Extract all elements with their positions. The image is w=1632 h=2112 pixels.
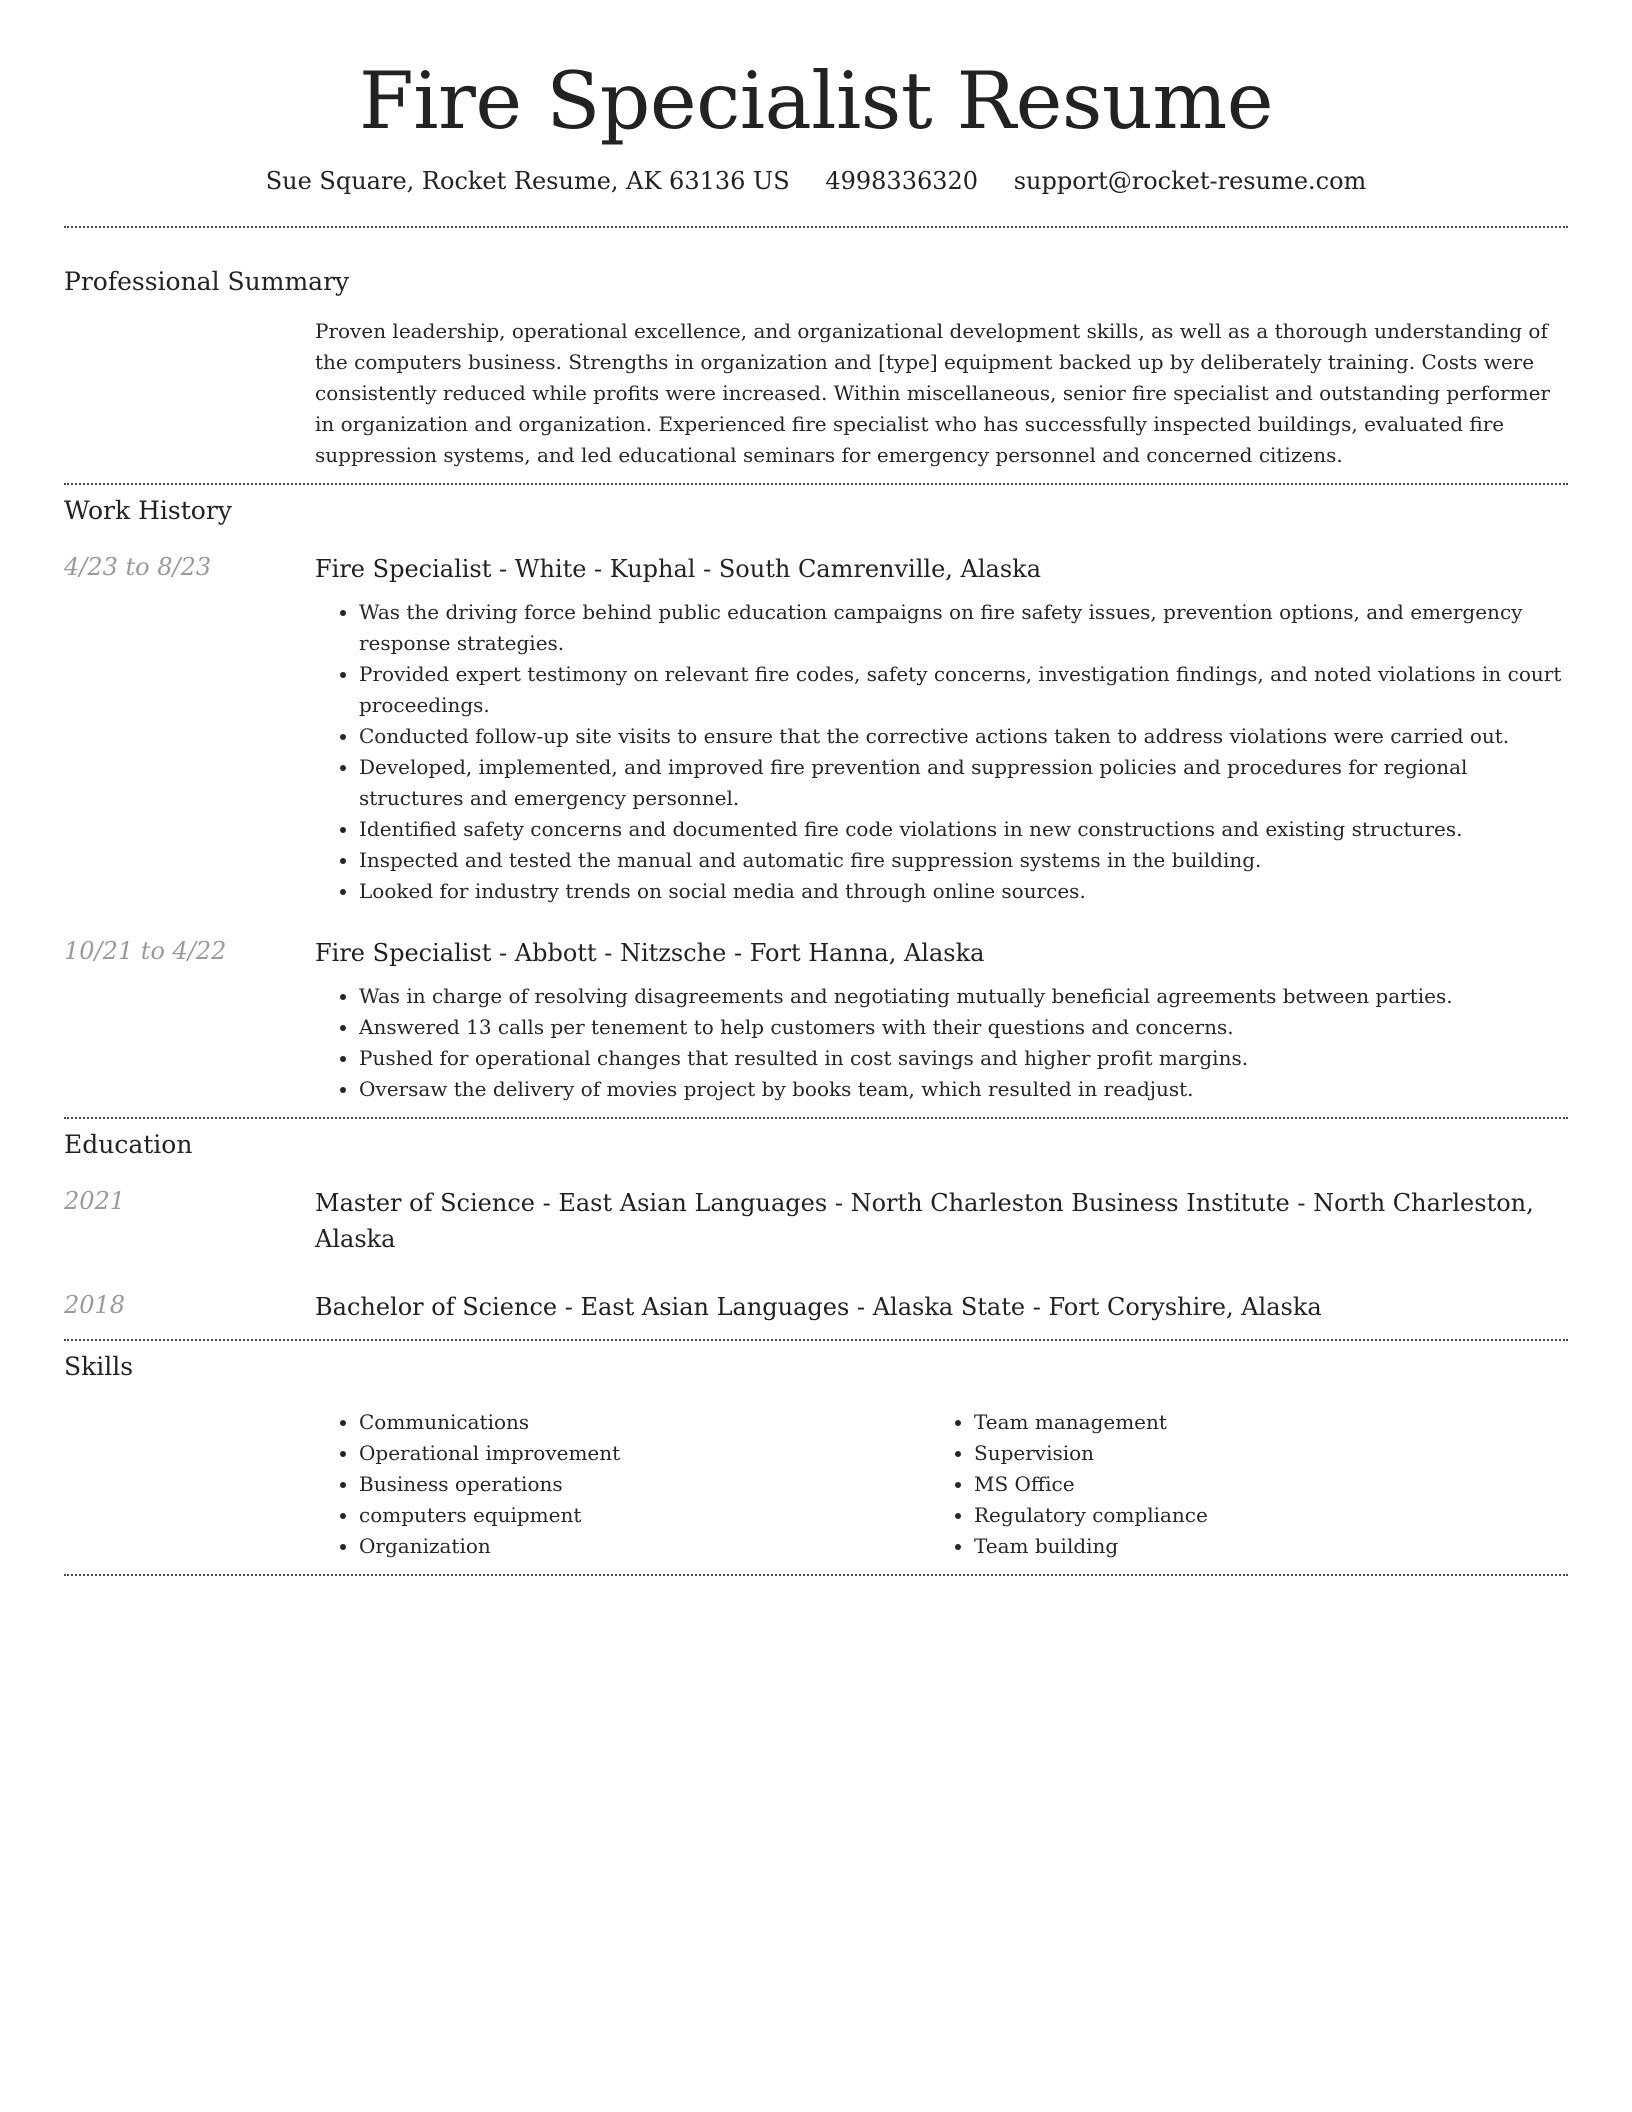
list-item: • Provided expert testimony on relevant fire codes, safety concerns, investigation findings, and noted violations in court proceedings.: [359, 659, 1568, 721]
job-title: Fire Specialist: [315, 939, 492, 967]
skill-item: • MS Office: [974, 1469, 1545, 1500]
education-entry: [64, 1185, 1568, 1257]
resume-title: Fire Specialist Resume: [358, 55, 1273, 147]
job-company: White - Kuphal: [514, 555, 696, 583]
resume-page: [64, 0, 1568, 1576]
job-bullets: [315, 981, 1568, 1105]
education-heading: Master of Science - East Asian Languages - North Charleston Business Institute - North Charleston, Alaska: [315, 1189, 1534, 1253]
job-bullets: [315, 597, 1568, 907]
list-item: • Was the driving force behind public education campaigns on fire safety issues, prevention options, and emergency response strategies.: [359, 597, 1568, 659]
job-location: Fort Hanna, Alaska: [749, 939, 985, 967]
job-title: Fire Specialist: [315, 555, 492, 583]
section-heading-skills: Skills: [64, 1352, 134, 1381]
list-item: • Oversaw the delivery of movies project by books team, which resulted in readjust.: [359, 1074, 1568, 1105]
list-item: • Inspected and tested the manual and automatic fire suppression systems in the building.: [359, 845, 1568, 876]
job-dates: 10/21 to 4/22: [64, 937, 227, 965]
education-section: [64, 1129, 1568, 1325]
section-heading-work: Work History: [64, 496, 232, 525]
skill-item: • Supervision: [974, 1438, 1545, 1469]
skill-item: • computers equipment: [359, 1500, 930, 1531]
skill-item: • Regulatory compliance: [974, 1500, 1545, 1531]
skill-item: • Team building: [974, 1531, 1545, 1562]
education-year: 2021: [64, 1187, 126, 1215]
section-divider: [64, 1117, 1568, 1119]
job-entry: [64, 551, 1568, 907]
list-item: • Looked for industry trends on social media and through online sources.: [359, 876, 1568, 907]
skill-item: • Operational improvement: [359, 1438, 930, 1469]
education-heading: Bachelor of Science - East Asian Languages - Alaska State - Fort Coryshire, Alaska: [315, 1293, 1322, 1321]
skill-item: • Organization: [359, 1531, 930, 1562]
skills-section: [64, 1351, 1568, 1562]
list-item: • Identified safety concerns and documented fire code violations in new constructions and existing structures.: [359, 814, 1568, 845]
skills-list-right: [930, 1407, 1545, 1562]
list-item: • Was in charge of resolving disagreements and negotiating mutually beneficial agreements between parties.: [359, 981, 1568, 1012]
list-item: • Pushed for operational changes that resulted in cost savings and higher profit margins.: [359, 1043, 1568, 1074]
education-degree: Master of Science - East Asian Languages: [315, 1189, 828, 1217]
contact-phone: 4998336320: [825, 167, 979, 195]
education-degree: Bachelor of Science - East Asian Languages: [315, 1293, 850, 1321]
skills-spacer: [64, 1407, 315, 1562]
skills-grid: [315, 1407, 1568, 1562]
skill-item: • Communications: [359, 1407, 930, 1438]
list-item: • Developed, implemented, and improved fire prevention and suppression policies and procedures for regional structures and emergency personnel.: [359, 752, 1568, 814]
skill-item: • Team management: [974, 1407, 1545, 1438]
job-heading: Fire Specialist - Abbott - Nitzsche - Fort Hanna, Alaska: [315, 939, 985, 967]
section-divider: [64, 1574, 1568, 1576]
job-dates: 4/23 to 8/23: [64, 553, 212, 581]
job-company: Abbott - Nitzsche: [514, 939, 727, 967]
contact-line: [64, 164, 1568, 198]
job-location: South Camrenville, Alaska: [718, 555, 1042, 583]
education-entry: [64, 1289, 1568, 1325]
list-item: • Conducted follow-up site visits to ensure that the corrective actions taken to address violations were carried out.: [359, 721, 1568, 752]
summary-spacer: [64, 316, 315, 471]
job-entry: [64, 935, 1568, 1105]
summary-text: Proven leadership, operational excellence, and organizational development skills, as well as a thorough understanding of the computers business. Strengths in organization and [type] equipment backed up by deliberately training. Costs were consistently reduced while profits were increased. Within miscellaneous, senior fire specialist and outstanding performer in organization and organization. Experienced fire specialist who has successfully inspected buildings, evaluated fire suppression systems, and led educational seminars for emergency personnel and concerned citizens.: [315, 319, 1550, 467]
section-divider: [64, 226, 1568, 228]
section-divider: [64, 483, 1568, 485]
skills-list-left: [315, 1407, 930, 1562]
section-heading-summary: Professional Summary: [64, 267, 350, 296]
job-heading: Fire Specialist - White - Kuphal - South Camrenville, Alaska: [315, 555, 1042, 583]
contact-email: support@rocket-resume.com: [1013, 167, 1367, 195]
work-history-section: [64, 495, 1568, 1105]
education-school: Alaska State - Fort Coryshire, Alaska: [872, 1293, 1322, 1321]
summary-section: [64, 266, 1568, 471]
list-item: • Answered 13 calls per tenement to help customers with their questions and concerns.: [359, 1012, 1568, 1043]
skill-item: • Business operations: [359, 1469, 930, 1500]
contact-address: Sue Square, Rocket Resume, AK 63136 US: [265, 167, 790, 195]
education-school: North Charleston Business Institute - North Charleston, Alaska: [315, 1189, 1534, 1253]
section-heading-education: Education: [64, 1130, 193, 1159]
section-divider: [64, 1339, 1568, 1341]
education-year: 2018: [64, 1291, 126, 1319]
